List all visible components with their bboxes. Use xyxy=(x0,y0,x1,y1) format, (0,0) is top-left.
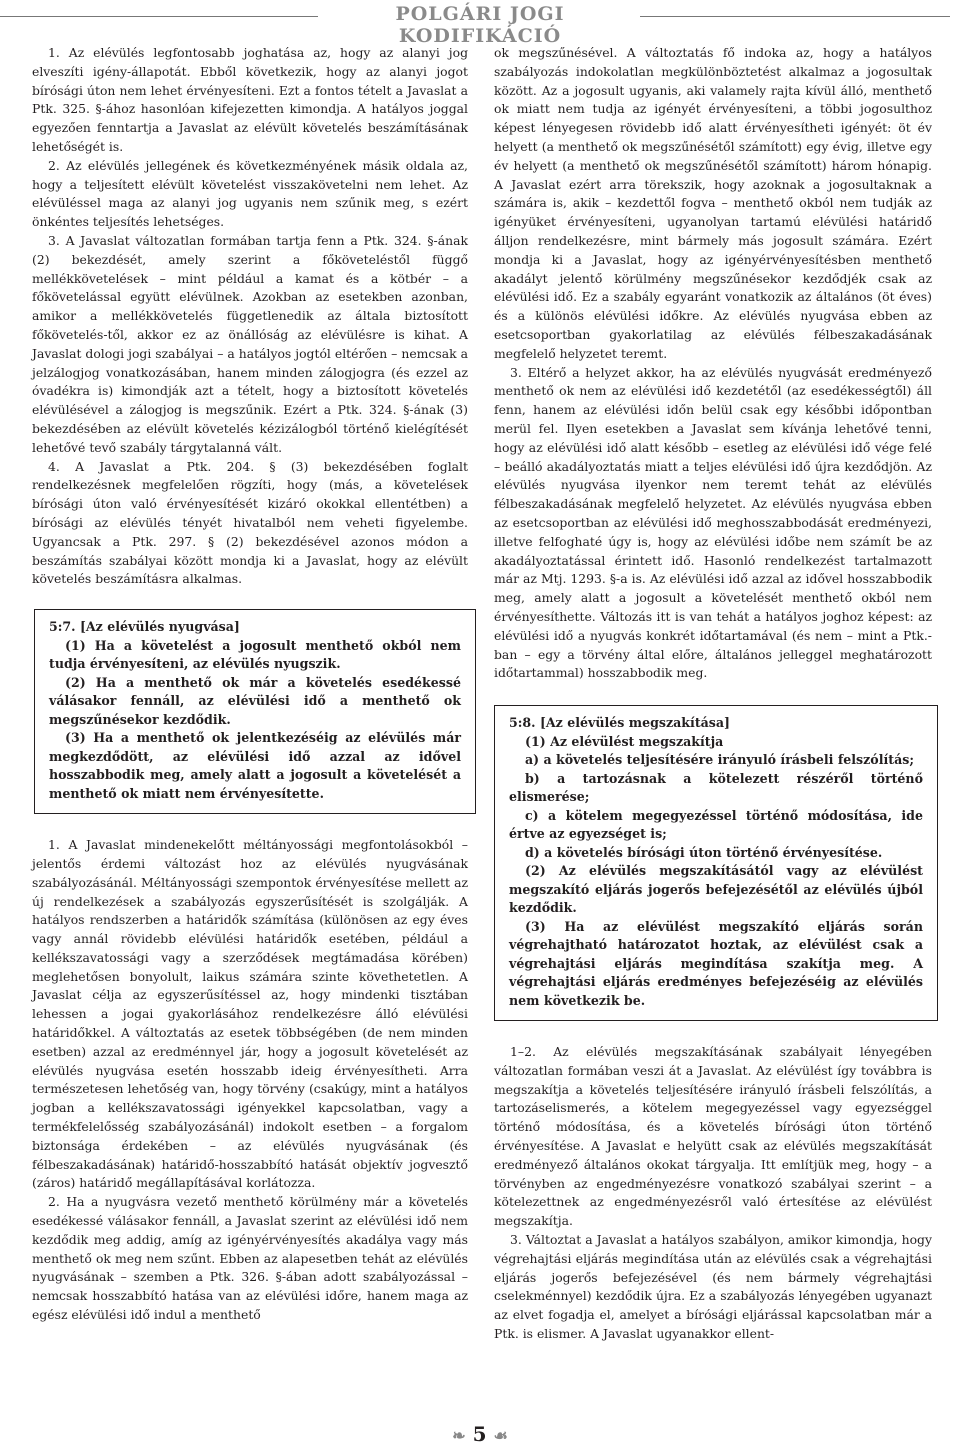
statute-item: c) a kötelem megegyezéssel történő módosítása, ide értve az egyezséget is; xyxy=(509,807,923,842)
running-title: POLGÁRI JOGI KODIFIKÁCIÓ xyxy=(395,3,565,47)
paragraph: 3. Változtat a Javaslat a hatályos szabályon, amikor kimondja, hogy végrehajtási eljárás megindítása után az elévülés csak a végrehajtási eljárás jogerős befejezésével (és nem bármely végrehajtási cselekménnyel) kezdődik újra. Ez a szabályozás lényegében ugyanazt az elvet fogadja el, amelyet a bírósági eljárással kapcsolatban már a Ptk. is elismer. A Javaslat ugyanakkor ellent- xyxy=(494,1232,932,1342)
paragraph: 4. A Javaslat a Ptk. 204. § (3) bekezdésében foglalt rendelkezésnek megfelelően rögzíti, hogy (más, a követelések bírósági úton való érvényesítését kizáró okokkal ellentétben) a bírósági az elévülés tényét hivatalból nem veheti figyelembe. Ugyancsak a Ptk. 297. § (2) bekezdésével azonos módon a beszámítás szabályai között mondja ki a Javaslat, hogy az elévült követelés beszámításra alkalmas. xyxy=(32,458,468,587)
fleuron-right-icon: ☙ xyxy=(493,1426,508,1445)
statute-title: 5:8. [Az elévülés megszakítása] xyxy=(509,715,731,731)
statute-item: (3) Ha a menthető ok jelentkezéséig az elévülés már megkezdődött, az elévülési idő azzal az idővel hosszabbodik meg, amely alatt a jogosult a követelését a menthető ok miatt nem érvényesítette. xyxy=(49,730,461,801)
paragraph: 3. Eltérő a helyzet akkor, ha az elévülés nyugvását eredményező menthető ok nem az elévülési idő kezdetétől (az esedékességtől) áll fenn, hanem az elévülési időn belül csak egy későbbi időpontban merül fel. Ilyen esetekben a Javaslat sem kívánja lehetővé tenni, hogy az elévülési idő alatt később – esetleg az elévülési idő vége felé – beálló akadályoztatás miatt a teljes elévülési idő újra kezdődjön. Az elévülés nyugvása ilyenkor nem teremt tehát az elévülés félbeszakadásának megfelelő helyzetet. Az elévülés nyugvása ebben az esetcsoportban az elévülési idő meghosszabbodását eredményezi, illetve felfoghaté úgy is, hogy az elévülési időbe nem számít be az akadályoztatással érintett idő. Hasonló rendelkezést tartalmazott már az Mtj. 1293. §-a is. Az elévülési idő azzal az idővel hosszabbodik meg, amely alatt a jogosult a követelését menthető okból nem érvényesíthette. Változás itt is van tehát a hatályos joghoz képest: az elévülési idő a nyugvás konkrét időtartamával (és nem – mint a Ptk.-ban – egy a törvény által előre, általános jelleggel meghatározott időtartammal) hosszabbodik meg. xyxy=(494,364,932,681)
paragraph: ok megszűnésével. A változtatás fő indoka az, hogy a hatályos szabályozás indokolatlan megkülönböztetést alkalmaz a jogosultak között. Az a jogosult ugyanis, aki valamely rajta kívül álló, menthető ok miatt nem tudja az igényét érvényesíteni, a többi jogosulthoz képest lényegesen rövidebb idő alatt érvényesítheti igényét: öt év helyett (a menthető ok megszűnésétől számított) egy évig, illetve egy év helyett (a menthető ok megszűnésétől számított) három hónapig. A Javaslat ezért arra törekszik, hogy azoknak a jogosultaknak a számára is, akik – kezdettől fogva – menthető okból nem tudják az igényüket érvényesíteni, ugyanolyan tartamú elévülési határidő álljon rendelkezésre, mint bármely más jogosult számára. Ezért mondja ki a Javaslat, hogy az igényérvényesítésben menthető akadályt jelentő körülmény megszűnésekor kezdődjék csak az elévülési idő. Ez a szabály egyaránt vonatkozik az általános (öt éves) és a különös elévülési időkre. Az elévülés nyugvása ebben az esetcsoportban gyakorlatilag az elévülés félbeszakadásának megfelelő helyzetet teremt. xyxy=(494,45,932,361)
paragraph: 2. Az elévülés jellegének és következményének másik oldala az, hogy a teljesített elévült követelést visszakövetelni nem lehet. Az elévüléssel maga az alanyi jog ugyanis nem szűnik meg, s ezért önkéntes teljesítés lehetséges. xyxy=(32,157,468,230)
header-rule-right xyxy=(640,16,950,17)
paragraph: 3. A Javaslat változatlan formában tartja fenn a Ptk. 324. §-ának (2) bekezdését, amely szerint a főköveteléstől függő mellékkövetelések – mint például a kamat és a kötbér – a főkövetelással együtt elévülnek. Azokban az esetekben azonban, amikor a mellékkövetelés függetlenedik az általa biztosított főkövetelés-től, akkor ez az önállóság az elévülésre is kihat. A Javaslat dologi jogi szabályai – a hatályos jogtól eltérően – nemcsak a jelzálogjog vonatkozásában, hanem minden zálogjogra (és ezzel az óvadékra is) kimondják azt a tételt, hogy a biztosított követelés elévülésével a zálogjog is megszűnik. Ezért a Ptk. 324. §-ának (3) bekezdésében az elévült követelés kézizálogból történő kielégítését lehetővé tevő szabály tárgytalanná vált. xyxy=(32,232,468,455)
paragraph: 1–2. Az elévülés megszakításának szabályait lényegében változatlan formában veszi át a Javaslat. Az elévülést így továbbra is megszakítja a követelés teljesítésére irányuló írásbeli felszólítás, a tartozáselismerés, a kötelem megegyezéssel vagy egyezséggel történő módosítása, és a követelés bírósági úton történő érvényesítése. A Javaslat e helyütt csak az elévülés megszakítását eredményező általános okokat tárgyalja. Itt említjük meg, hogy – a törvényben az engedményezésre vonatkozó szabályai szerint – a kötelezettnek az engedményezésről való értesítése az elévülést megszakítja. xyxy=(494,1044,932,1229)
statute-item: a) a követelés teljesítésére irányuló írásbeli felszólítás; xyxy=(525,752,914,768)
statute-item: (2) Az elévülés megszakításától vagy az elévülést megszakító eljárás jogerős befejezésétől az elévülés újból kezdődik. xyxy=(509,863,923,916)
statute-title: 5:7. [Az elévülés nyugvása] xyxy=(49,619,240,635)
statute-item: (1) Az elévülést megszakítja xyxy=(525,733,724,749)
statute-box-5-8 xyxy=(494,705,938,1021)
page-footer xyxy=(0,1422,960,1446)
statute-item: (3) Ha az elévülést megszakító eljárás során végrehajtható határozatot hoztak, az elévülést csak a végrehajtási eljárás megindítása szakítja meg. A végrehajtási eljárás eredményes befejezéséig az elévülés nem következik be. xyxy=(509,918,923,1008)
paragraph: 1. A Javaslat mindenekelőtt méltányossági megfontolásokból – jelentős érdemi változást hoz az elévülés nyugvásának szabályozásánál. Méltányossági szempontok érvényesítése mellett az új rendelkezések a szabályozás egyszerűsítését is szolgálják. A hatályos rendszerben a határidők számítása (különösen az egy éves vagy annál rövidebb elévülési határidők esetében, például a kellékszavatossági vagy a szerződések megtámadása körében) meglehetősen bonyolult, laikus számára szinte követhetetlen. A Javaslat célja az egyszerűsítéssel az, hogy mindenki tisztában lehessen a jogai gyakorlásához rendelkezésre álló elévülési határidőkkel. A változtatás az esetek többségében (de nem minden esetben) azzal az eredménnyel jár, hogy a jogosult követelését az elévülés nyugvása esetén hosszabb ideig érvényesítheti. Arra természetesen lehetőség van, hogy törvény (csakúgy, mint a hatályos jogban a kellékszavatossági igényekkel kapcsolatban, vagy a termékfelelősség szabályozásánál) indokolt esetben – a forgalom biztonsága érdekében – az elévülés nyugvásának (és félbeszakadásának) határidő-hosszabbító hatását objektív jogvesztő (záros) határidő megállapításával korlátozza. xyxy=(32,837,468,1191)
page-number: 5 xyxy=(472,1422,487,1446)
paragraph: 2. Ha a nyugvásra vezető menthető körülmény már a követelés esedékessé válásakor fennáll, a Javaslat szerint az elévülési idő nem kezdődik meg addig, amíg az igényérvényesítés akadálya vagy más menthető ok meg nem szűnt. Ebben az alapesetben tehát az elévülés nyugvásának – szemben a Ptk. 326. §-ában adott szabályozással – nemcsak hosszabbító hatása van az elévülési időre, hanem maga az egész elévülési idő indul a menthető xyxy=(32,1194,468,1323)
statute-box-5-7 xyxy=(34,609,476,814)
header-rule-left xyxy=(0,16,318,17)
statute-item: d) a követelés bírósági úton történő érvényesítése. xyxy=(525,844,883,860)
statute-item: (2) Ha a menthető ok már a követelés esedékessé válásakor fennáll, az elévülési idő a menthető ok megszűnésekor kezdődik. xyxy=(49,674,461,727)
paragraph: 1. Az elévülés legfontosabb joghatása az, hogy az alanyi jog elveszíti igény-állapotát. Ebből következik, hogy az alanyi jogot bírósági úton nem lehet érvényesíteni. Ezt a fontos tételt a Javaslat a Ptk. 325. §-ához hasonlóan kifejezetten kimondja. A hatályos joggal egyezően fenntartja a Javaslat az elévült követelés beszámításának lehetőségét is. xyxy=(32,45,468,154)
left-column xyxy=(32,44,468,1325)
statute-item: (1) Ha a követelést a jogosult menthető okból nem tudja érvényesíteni, az elévülés nyugszik. xyxy=(49,637,461,672)
running-header xyxy=(0,0,960,47)
right-column xyxy=(494,44,932,1344)
statute-item: b) a tartozásnak a kötelezett részéről történő elismerése; xyxy=(509,770,923,805)
fleuron-left-icon: ❧ xyxy=(452,1426,466,1445)
